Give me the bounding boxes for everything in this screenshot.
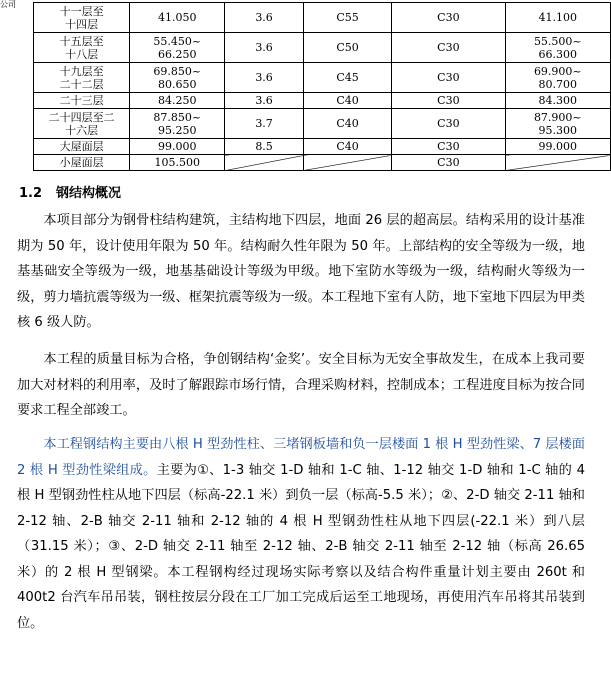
table-row (34, 139, 611, 155)
cell-elevation-line: 87.850~ (153, 110, 202, 124)
cell-column-grade: C40 (303, 93, 391, 109)
cell-floor-line: 十五层至 (59, 34, 104, 48)
cell-structural-elevation (505, 33, 610, 63)
cell-elevation-line: 105.500 (154, 156, 200, 169)
cell-column-grade: C50 (303, 33, 391, 63)
section-number: 1.2 (19, 186, 43, 201)
cell-structural-elevation-line: 41.100 (538, 11, 578, 24)
cell-elevation (130, 3, 225, 33)
cell-elevation-line: 99.000 (157, 140, 197, 153)
paragraph-steel-members-lead: 本工程钢结构主要由八根 H 型劲性柱、三堵钢板墙和负一层楼面 1 根 H 型劲性梁、7 层楼面 2 根 H 型劲性梁组成。 (17, 437, 585, 478)
cell-column-grade: C40 (303, 109, 391, 139)
cell-elevation (130, 139, 225, 155)
cell-structural-elevation-line: 95.300 (538, 123, 578, 137)
corner-tag: 公司 (0, 0, 16, 9)
paragraph-targets: 本工程的质量目标为合格，争创钢结构‘金奖’。安全目标为无安全事故发生，在成本上我司要加大对材料的利用率，及时了解跟踪市场行情，合理采购材料，控制成本；工程进度目标为按合同要求工程全部竣工。 (17, 352, 585, 418)
table-row (34, 109, 611, 139)
cell-floor-height: 3.6 (225, 3, 304, 33)
cell-elevation-line: 95.250 (157, 123, 197, 137)
cell-beam-grade: C30 (392, 109, 505, 139)
cell-floor-line: 十六层 (65, 123, 99, 137)
cell-structural-elevation-line: 80.700 (538, 77, 578, 91)
paragraph-steel-members-detail: 主要为①、1-3 轴交 1-D 轴和 1-C 轴、1-12 轴交 1-D 轴和 1-C 轴的 4 根 H 型钢劲性柱从地下四层（标高-22.1 米）到负一层（标高-5.5 米）；②、2-D 轴交 2-11 轴和 2-12 轴、2-B 轴交 2-11 轴和 2-12 轴的 4 根 H 型钢劲性柱从地下四层(-22.1 米）到八层（31.15 米）；③、2-D 轴交 2-11 轴至 2-12 轴、2-B 轴交 2-11 轴至 2-12 轴（标高 26.65 米）的 2 根 H 型钢梁。本工程钢构经过现场实际考察以及结合构件重量计划主要由 260t 和 400t2 台汽车吊吊装，钢柱按层分段在工厂加工完成后运至工地现场，再使用汽车吊将其吊装到位。 (17, 462, 585, 631)
cell-floor-line: 十一层至 (59, 4, 104, 18)
cell-floor (34, 33, 130, 63)
cell-column-grade: C55 (303, 3, 391, 33)
cell-floor-line: 二十二层 (59, 77, 104, 91)
cell-elevation-line: 41.050 (157, 11, 197, 24)
cell-structural-elevation (505, 139, 610, 155)
paragraph-overview: 本项目部分为钢骨柱结构建筑，主结构地下四层，地面 26 层的超高层。结构采用的设计基准期为 50 年，设计使用年限为 50 年。结构耐久性年限为 50 年。上部结构的安全等级为一级，地基基础安全等级为一级，地基基础设计等级为甲级。地下室防水等级为一级，结构耐火等级为一级，剪力墙抗震等级为一级、框架抗震等级为一级。本工程地下室有人防，地下室地下四层为甲类核 6 级人防。 (17, 213, 585, 330)
cell-structural-elevation (505, 93, 610, 109)
table-row (34, 93, 611, 109)
cell-floor (34, 155, 130, 171)
table-row (34, 155, 611, 171)
cell-elevation (130, 93, 225, 109)
cell-beam-grade: C30 (392, 139, 505, 155)
cell-floor-line: 十四层 (65, 17, 99, 31)
cell-floor (34, 3, 130, 33)
cell-structural-elevation (505, 3, 610, 33)
cell-elevation (130, 155, 225, 171)
cell-elevation (130, 33, 225, 63)
cell-structural-elevation-line: 87.900~ (533, 110, 582, 124)
cell-beam-grade: C30 (392, 33, 505, 63)
table-row (34, 3, 611, 33)
cell-structural-elevation-line: 69.900~ (533, 64, 582, 78)
cell-beam-grade: C30 (392, 93, 505, 109)
cell-beam-grade: C30 (392, 63, 505, 93)
cell-structural-elevation (505, 155, 610, 171)
cell-floor (34, 63, 130, 93)
cell-column-grade: C45 (303, 63, 391, 93)
cell-floor (34, 139, 130, 155)
cell-floor-line: 十八层 (65, 47, 99, 61)
cell-column-grade: C40 (303, 139, 391, 155)
cell-structural-elevation (505, 109, 610, 139)
table-row (34, 63, 611, 93)
cell-elevation-line: 69.850~ (153, 64, 202, 78)
cell-column-grade (303, 155, 391, 171)
cell-structural-elevation-line: 66.300 (538, 47, 578, 61)
cell-floor-line: 二十三层 (59, 94, 104, 107)
cell-beam-grade: C30 (392, 3, 505, 33)
cell-floor-height: 3.6 (225, 93, 304, 109)
cell-floor (34, 109, 130, 139)
cell-elevation-line: 55.450~ (153, 34, 202, 48)
section-heading (19, 186, 121, 202)
cell-elevation (130, 109, 225, 139)
cell-floor-height: 3.6 (225, 33, 304, 63)
cell-structural-elevation-line: 99.000 (538, 140, 578, 153)
cell-floor-height: 8.5 (225, 139, 304, 155)
cell-floor (34, 93, 130, 109)
table-row (34, 33, 611, 63)
cell-elevation (130, 63, 225, 93)
paragraph-steel-members (17, 432, 585, 636)
cell-floor-line: 小屋面层 (59, 156, 104, 169)
cell-structural-elevation-line: 55.500~ (533, 34, 582, 48)
cell-beam-grade: C30 (392, 155, 505, 171)
cell-floor-line: 大屋面层 (59, 140, 104, 153)
cell-floor-height: 3.6 (225, 63, 304, 93)
cell-floor-line: 十九层至 (59, 64, 104, 78)
cell-elevation-line: 66.250 (157, 47, 197, 61)
cell-elevation-line: 80.650 (157, 77, 197, 91)
cell-floor-line: 二十四层至二 (48, 110, 115, 124)
cell-structural-elevation-line: 84.300 (538, 94, 578, 107)
section-title: 钢结构概况 (56, 186, 122, 201)
structure-table (33, 2, 611, 171)
cell-floor-height (225, 155, 304, 171)
cell-elevation-line: 84.250 (157, 94, 197, 107)
cell-floor-height: 3.7 (225, 109, 304, 139)
cell-structural-elevation (505, 63, 610, 93)
